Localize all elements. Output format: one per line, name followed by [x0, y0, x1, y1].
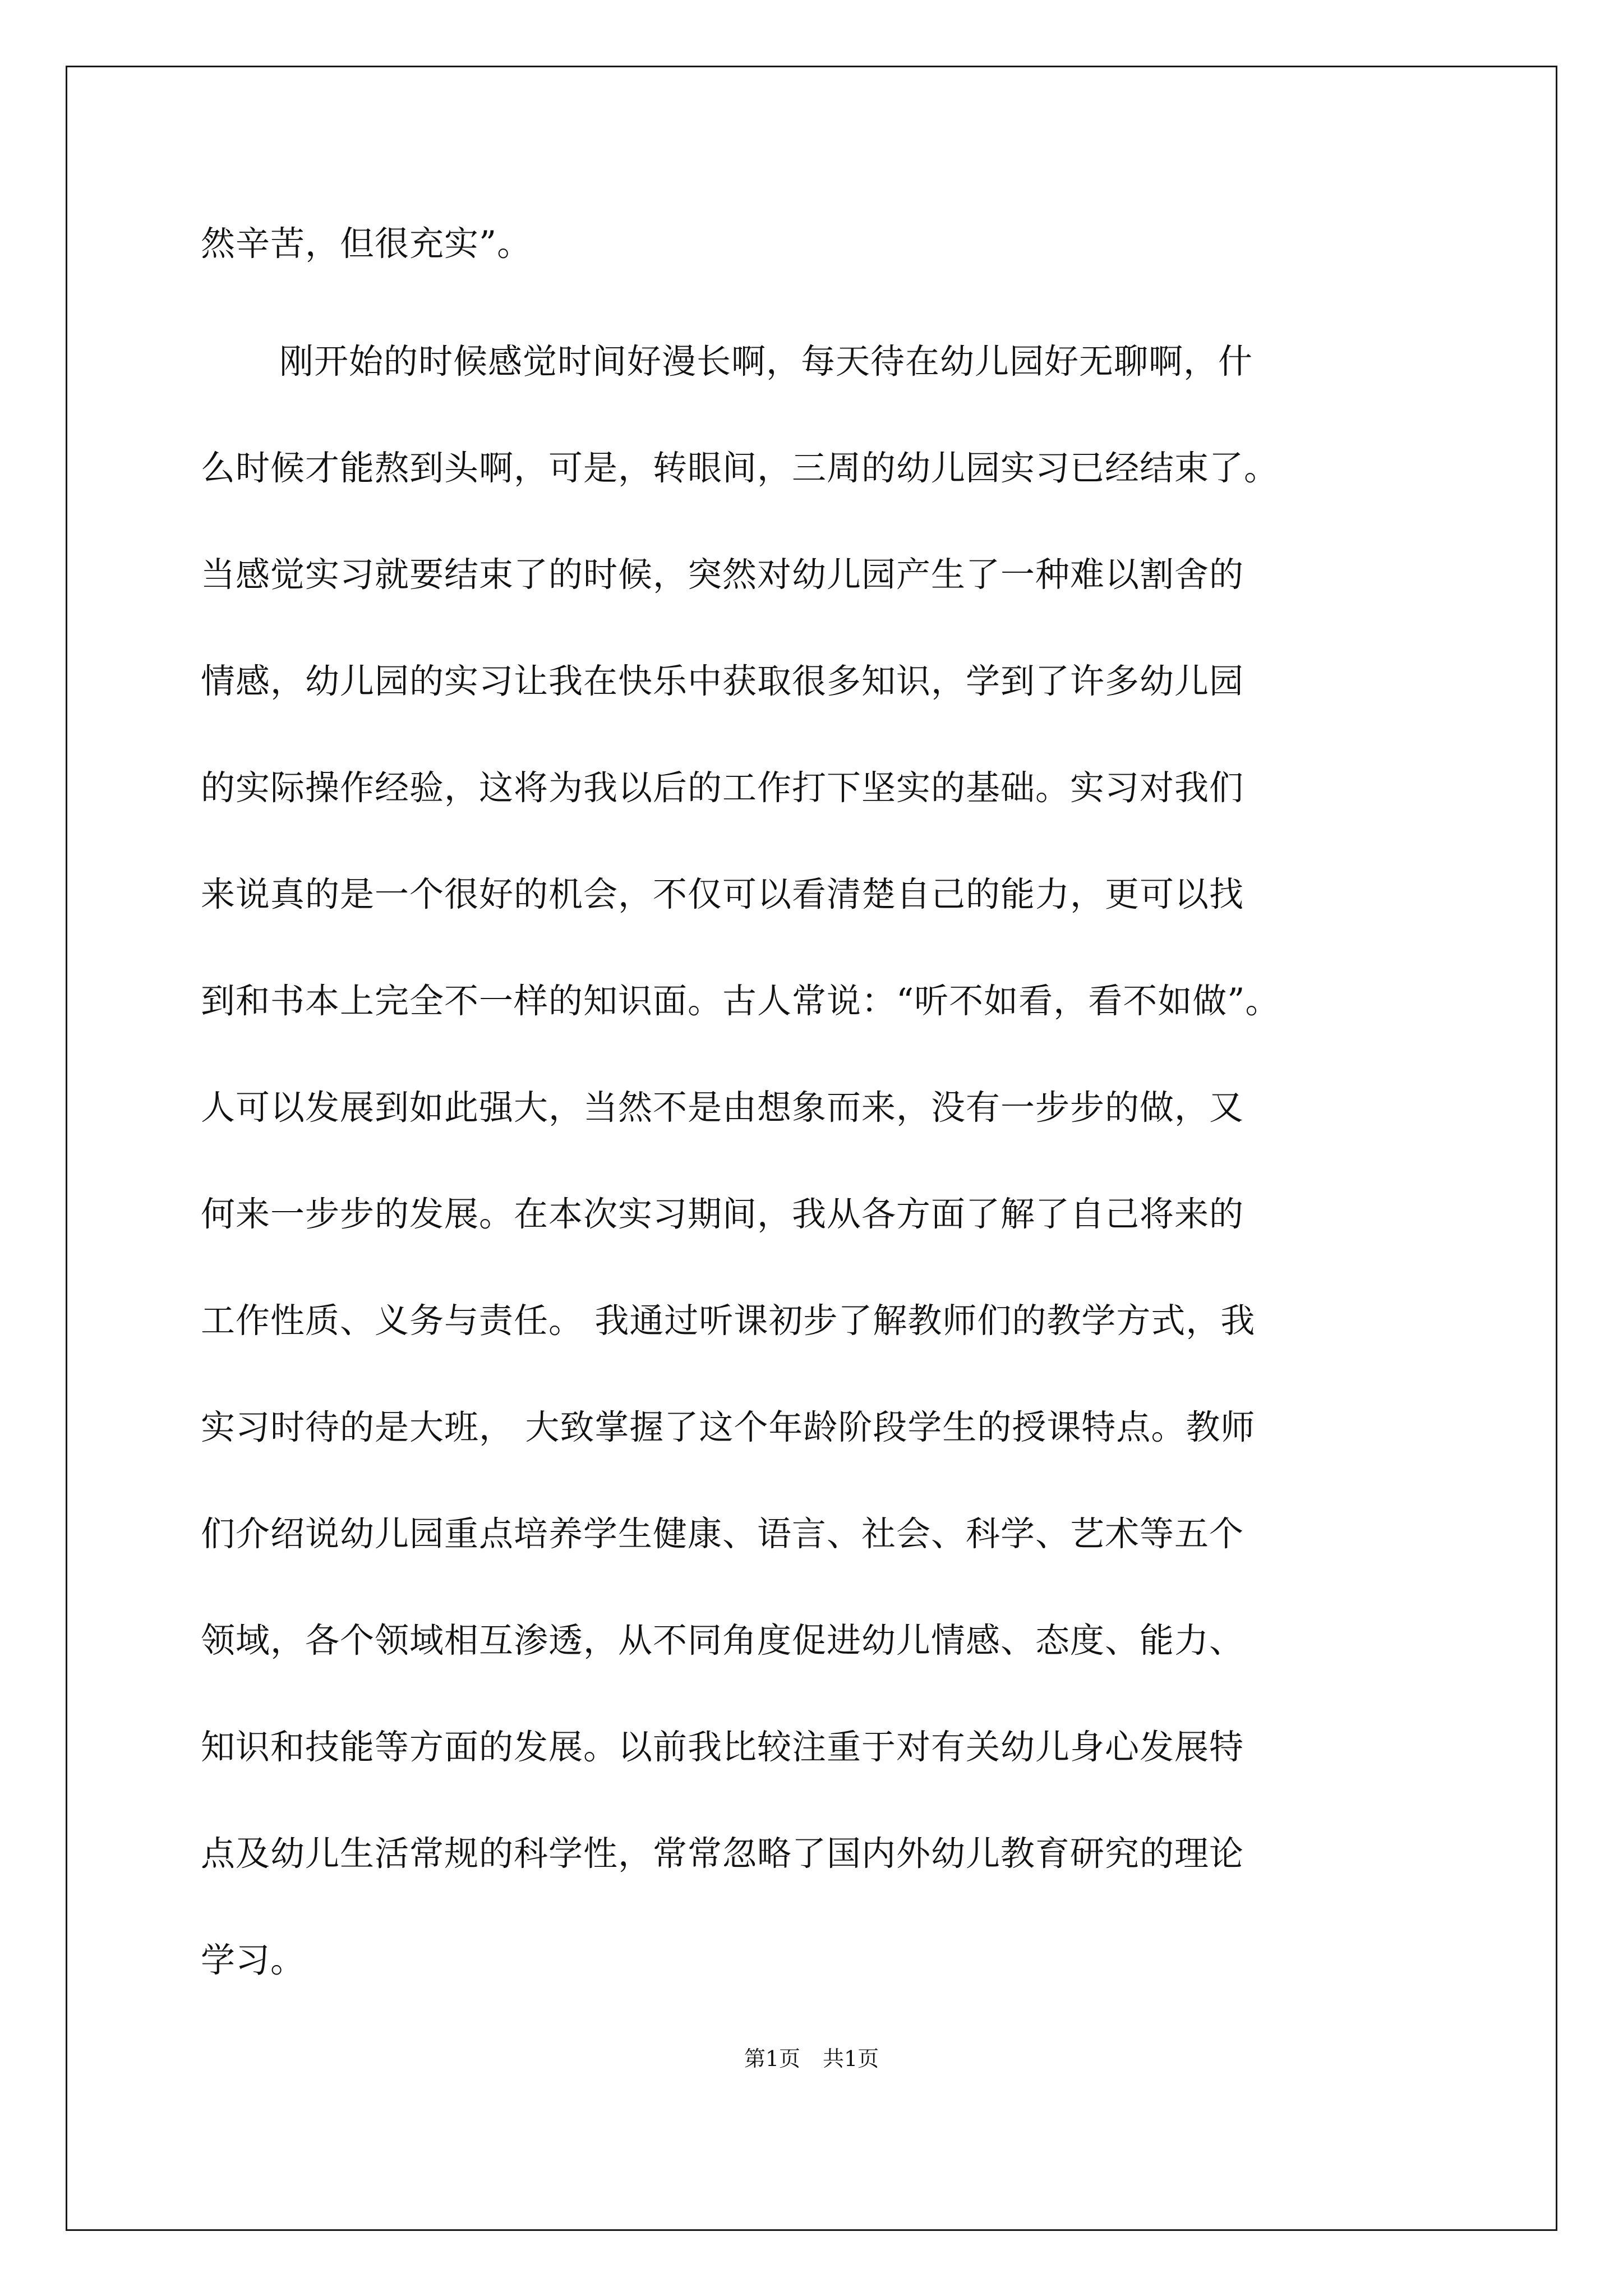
paragraph-line: 当感觉实习就要结束了的时候，突然对幼儿园产生了一种难以割舍的 [201, 555, 1244, 595]
paragraph-line: 刚开始的时候感觉时间好漫长啊，每天待在幼儿园好无聊啊，什 [279, 342, 1253, 381]
paragraph-line: 实习时待的是大班， 大致掌握了这个年龄阶段学生的授课特点。教师 [201, 1407, 1256, 1447]
page-number-total: 共1页 [823, 2046, 879, 2071]
paragraph-line: 工作性质、义务与责任。 我通过听课初步了解教师们的教学方式，我 [201, 1301, 1256, 1341]
paragraph-line: 知识和技能等方面的发展。以前我比较注重于对有关幼儿身心发展特 [201, 1727, 1244, 1767]
page-border [66, 66, 1557, 2231]
paragraph-line: 点及幼儿生活常规的科学性，常常忽略了国内外幼儿教育研究的理论 [201, 1834, 1244, 1874]
paragraph-line: 到和书本上完全不一样的知识面。古人常说：“听不如看，看不如做”。 [201, 981, 1280, 1021]
paragraph-line: 情感，幼儿园的实习让我在快乐中获取很多知识，学到了许多幼儿园 [201, 661, 1244, 701]
page-footer [0, 2045, 1623, 2073]
paragraph-line: 们介绍说幼儿园重点培养学生健康、语言、社会、科学、艺术等五个 [201, 1514, 1244, 1554]
paragraph-line: 人可以发展到如此强大，当然不是由想象而来，没有一步步的做，又 [201, 1088, 1244, 1128]
paragraph-line: 领域，各个领域相互渗透，从不同角度促进幼儿情感、态度、能力、 [201, 1621, 1244, 1660]
page-number-current: 第1页 [744, 2046, 800, 2071]
paragraph-line: 学习。 [201, 1940, 306, 1980]
paragraph-line: 何来一步步的发展。在本次实习期间，我从各方面了解了自己将来的 [201, 1194, 1244, 1234]
paragraph-line: 然辛苦，但很充实”。 [201, 224, 532, 264]
paragraph-line: 来说真的是一个很好的机会，不仅可以看清楚自己的能力，更可以找 [201, 875, 1244, 914]
paragraph-line: 么时候才能熬到头啊，可是，转眼间，三周的幼儿园实习已经结束了。 [201, 448, 1279, 488]
paragraph-line: 的实际操作经验，这将为我以后的工作打下坚实的基础。实习对我们 [201, 768, 1244, 808]
